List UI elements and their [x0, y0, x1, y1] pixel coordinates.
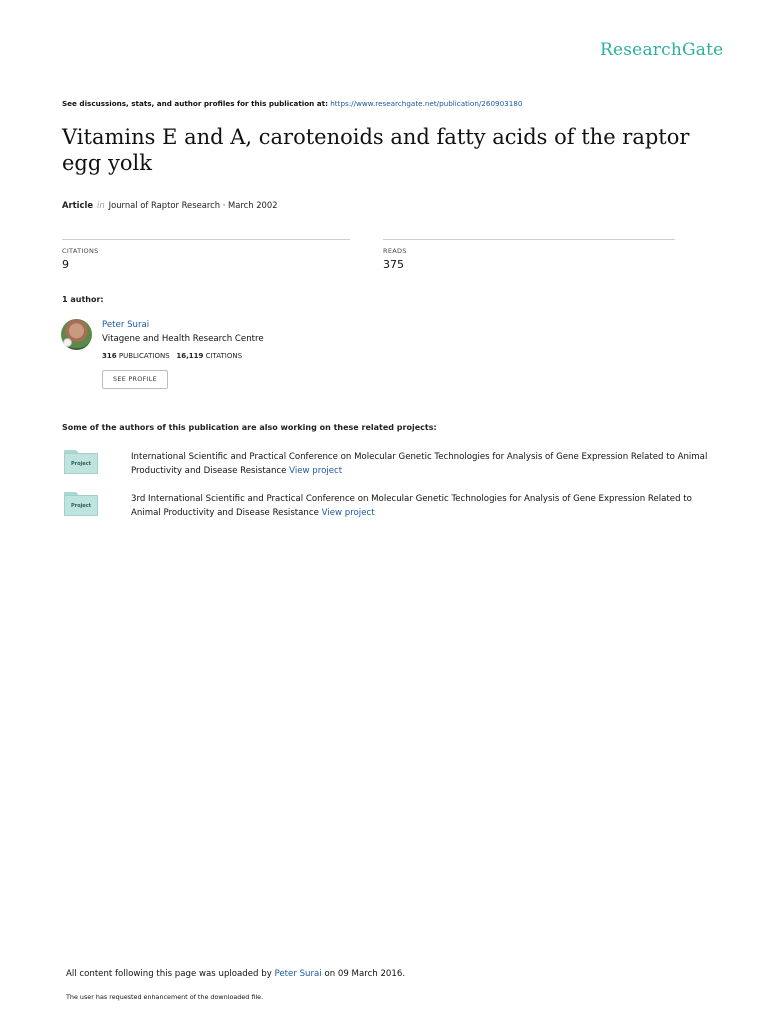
author-citations-count: 16,119 [176, 352, 204, 360]
uploader-link[interactable]: Peter Surai [274, 969, 322, 979]
page-title: Vitamins E and A, carotenoids and fatty acids of the raptor egg yolk [62, 125, 690, 175]
publication-meta [62, 200, 278, 210]
publication-type: Article [62, 200, 94, 210]
see-discussions-text: See discussions, stats, and author profiles for this publication at: [62, 99, 328, 108]
citations-value: 9 [62, 258, 69, 271]
related-project-item [131, 450, 711, 478]
project-icon-label: Project [64, 453, 98, 474]
project-description: International Scientific and Practical Conference on Molecular Genetic Technologies for Analysis of Gene Expression Related to Animal Productivity and Disease Resistance [131, 452, 708, 476]
journal-date: Journal of Raptor Research · March 2002 [108, 200, 278, 210]
uploaded-prefix: All content following this page was uploaded by [66, 969, 272, 979]
meta-in-word: in [97, 200, 105, 210]
researchgate-logo[interactable]: ResearchGate [600, 40, 724, 60]
view-project-link[interactable]: View project [289, 466, 343, 476]
see-discussions-line [62, 99, 522, 108]
author-name-link[interactable]: Peter Surai [102, 320, 150, 330]
publications-count: 316 [102, 352, 117, 360]
related-project-item [131, 492, 711, 520]
related-projects-heading: Some of the authors of this publication are also working on these related projects: [62, 423, 437, 432]
author-avatar[interactable] [61, 319, 92, 350]
authors-heading: 1 author: [62, 295, 104, 304]
reads-label: READS [383, 247, 407, 255]
project-description: 3rd International Scientific and Practical Conference on Molecular Genetic Technologies for Analysis of Gene Expression Related to Animal Productivity and Disease Resistance [131, 494, 692, 518]
uploaded-suffix: on 09 March 2016. [324, 969, 406, 979]
publication-url-link[interactable]: https://www.researchgate.net/publication/260903180 [330, 99, 523, 108]
author-citations-label: CITATIONS [205, 352, 243, 360]
reads-divider [383, 239, 675, 240]
citations-label: CITATIONS [62, 247, 99, 255]
enhancement-note: The user has requested enhancement of the downloaded file. [66, 993, 264, 1001]
publications-label: PUBLICATIONS [118, 352, 170, 360]
see-profile-button[interactable]: SEE PROFILE [102, 370, 168, 389]
author-counts [102, 352, 242, 360]
upload-footer [66, 969, 405, 979]
view-project-link[interactable]: View project [321, 508, 375, 518]
project-icon-label: Project [64, 495, 98, 516]
avatar-badge-icon [63, 338, 72, 347]
citations-divider [62, 239, 350, 240]
reads-value: 375 [383, 258, 404, 271]
project-folder-icon[interactable] [64, 450, 98, 474]
project-folder-icon[interactable] [64, 492, 98, 516]
author-institution: Vitagene and Health Research Centre [102, 334, 264, 344]
